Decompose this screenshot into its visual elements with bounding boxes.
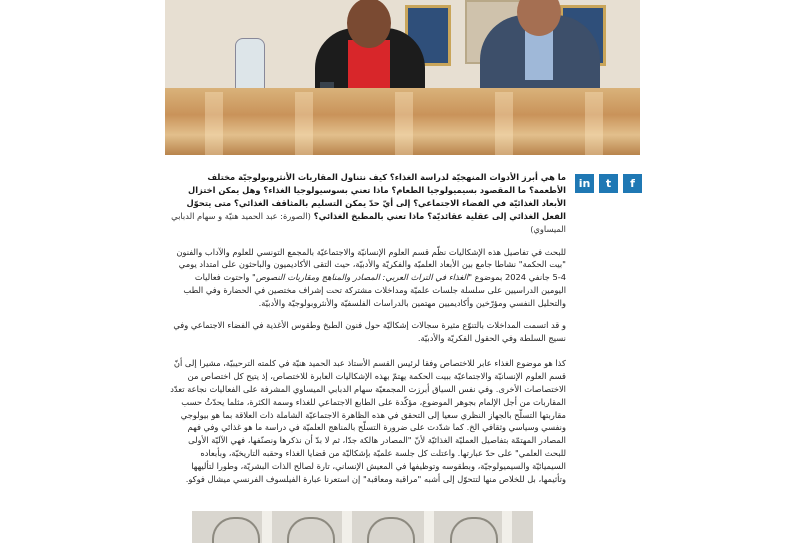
article-lead [168, 171, 566, 236]
photo-column [262, 511, 272, 543]
facebook-share-button[interactable] [623, 174, 642, 193]
article-paragraph-3: كذا هو موضوع الغذاء عابر للاختصاص وفقا لرئيس القسم الأستاذ عبد الحميد هنيّة في كلمته الترحيبيّة، مشيرا إلى أنّ قسم العلوم الإنسانيّة والاجتماعيّة ببيت الحكمة يهتمّ بهذه الإشكاليات العابرة للاختصاص، إذ يتيح كل اختصاص من الاختصاصات الأخرى. وفي نفس السياق أبرزت المجمعيّة سهام الدبابي الميساوي المشرفة على الفعاليات نجاعة تعدّد المقاربات من أجل الإلمام بجوهر الموضوع، مؤكّدة على الطابع الاجتماعي للغذاء وسمة الكثرة، مثلما يحدّثُ حسب مقاربتها التسلّح بالجهاز النظري سعيا إلى التحقق في هذه الظاهرة الاجتماعيّة الشاملة ذات العلاقة بما هو بيولوجي ونفسي وسياسي وثقافي الخ. كما شدّدت على ضرورة التسلّح بالمناهج العلميّة في دراسة ما هو غذائي وفي فهم المصادر المهتمّة بتفاصيل العمليّة الغذائيّة لأنّ "المصادر هالكة جدّا، ثم لا بدّ أن نذكرها ونصنّفها، فهي الآليّة الأولى للبحث العلمي" على حدّ عبارتها. واعتلت كل جلسة علميّة بإشكاليّة من قضايا الغذاء وحقبه التاريخيّة، وبأبعاده السيميائيّة والسيميولوجيّة، وبطقوسه وتوظيفها في المعيش الإنساني، تارة لصالح الذات البشريّة، وطورا لتأليهها وتأثيمها، بل للخلاص منها لتتحوّل إلى أشبه "مراقبة ومعاقبة" إن استعرنا عبارة الفيلسوف الفرنسي ميشال فوكو. [170, 357, 566, 485]
photo-column [342, 511, 352, 543]
hero-cloth-fold [295, 92, 313, 155]
article-paragraph-2: و قد اتسمت المداخلات بالتنوّع مثيرة سجالات إشكاليّة حول فنون الطبخ وطقوس الأغذية في الفضاء الاجتماعي وفي نسيج السلطة وفي الحقول الفكريّة والأدبيّة. [173, 320, 566, 343]
photo-column [424, 511, 434, 543]
facebook-icon: f [630, 177, 635, 190]
article-body [168, 171, 566, 486]
article-lead-text: ما هي أبرز الأدوات المنهجيّة لدراسة الغذاء؟ كيف نتناول المقاربات الأنثروبولوجيّة مختلف الأطعمة؟ ما المقصود بسيميولوجيا الطعام؟ ماذا تعني بسوسيولوجيا الغذاء؟ وهل يمكن اختزال الأبعاد الغذائيّة في الفضاء الاجتماعي؟ إلى أيّ حدّ يمكن التسليم بالمثاقف الغذائي؟ متى يتحوّل الفعل الغذائي إلى عقلية عقائديّة؟ ماذا تعني بالمطبخ الغذائي؟ [186, 172, 566, 221]
share-buttons [575, 174, 642, 193]
photo-column [502, 511, 512, 543]
photo-arch [212, 517, 260, 543]
hero-cloth-fold [205, 92, 223, 155]
linkedin-share-button[interactable] [575, 174, 594, 193]
paragraph-1-text-end: " واحتوت فعاليات اليومين الدراسيين على سلسلة جلسات علميّة ومداخلات مشتركة تحت إشراف مختصين في الحضارة وفي الطب والتحليل النفسي ومؤرّخين وأكاديميين مهتمين بالدراسات الفلسفيّة والأنثروبولوجيّة والأدبيّة. [183, 272, 566, 309]
paragraph-1-text: للبحث في تفاصيل هذه الإشكاليات نظّم قسم العلوم الإنسانيّة والاجتماعيّة بالمجمع التونسي للعلوم والآداب والفنون "بيت الحكمة" نشاطا جامع بين الأبعاد العلميّة والفكريّة والأدبيّة، حيث التقى الأكاديميون والباحثون على امتداد يومي 4-5 جانفي 2024 بموضوع " [176, 246, 566, 283]
twitter-icon: t [605, 177, 612, 190]
photo-arch [367, 517, 415, 543]
hero-cloth-fold [395, 92, 413, 155]
hero-cloth-fold [495, 92, 513, 155]
hero-cloth-fold [585, 92, 603, 155]
photo-arch [287, 517, 335, 543]
linkedin-icon: in [578, 177, 591, 190]
photo-caption: (الصورة: عبد الحميد هنيّة و سهام الدبابي الميساوي) [171, 210, 566, 234]
twitter-share-button[interactable] [599, 174, 618, 193]
article-second-photo [192, 511, 533, 543]
article-hero-photo [165, 0, 640, 155]
hero-woman-head [347, 0, 391, 48]
event-title-highlight: الغذاء في التراث العربي: المصادر والمناهج ومقاربات النصوص [255, 272, 469, 283]
article-paragraph-1 [168, 246, 566, 311]
photo-arch [450, 517, 498, 543]
